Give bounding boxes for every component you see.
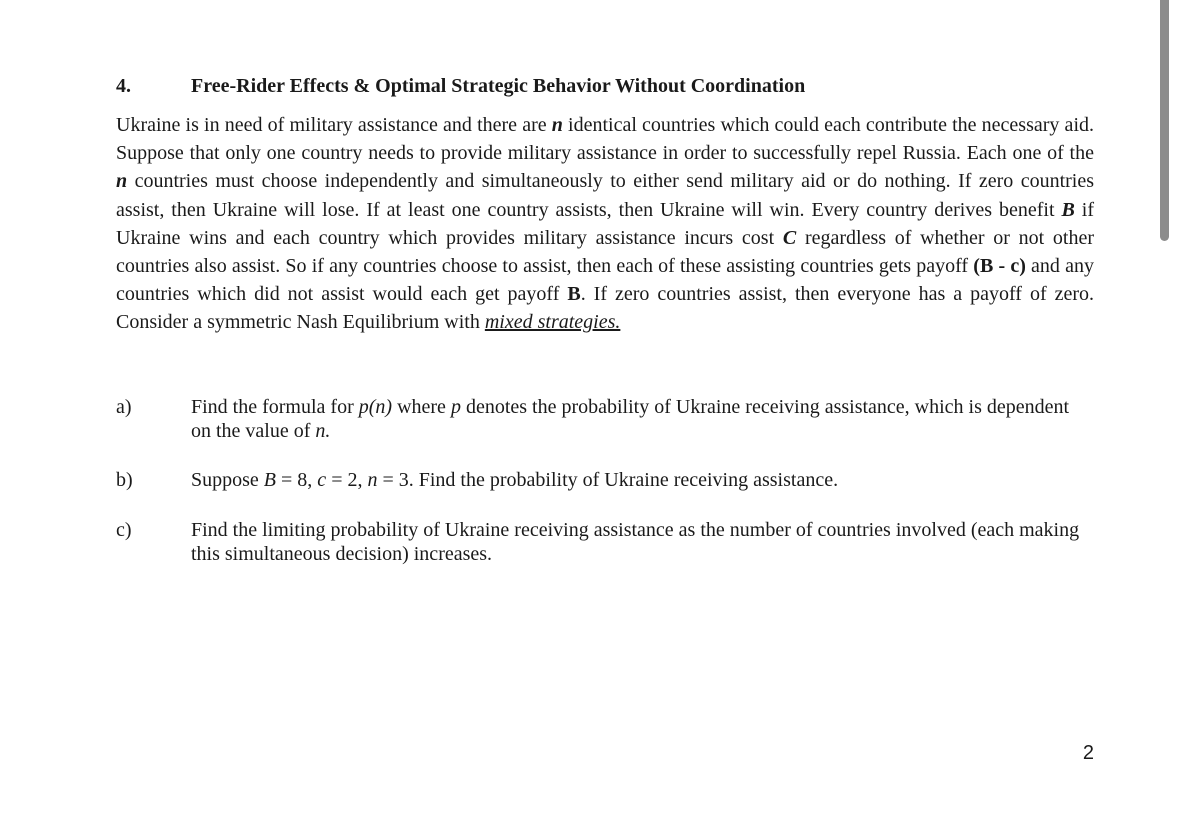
math-B: B [263, 469, 277, 491]
para-text-6: and any countries which did not assist would each get payoff [116, 255, 1094, 306]
part-label: c) [116, 519, 132, 541]
var-n: n [116, 170, 128, 193]
vertical-scrollbar[interactable] [1160, 0, 1169, 241]
var-n: n [551, 114, 563, 136]
part-text: Find the limiting probability of Ukraine receiving assistance as the number of countries involved (each making this simultaneous decision) increases. [191, 519, 1080, 565]
math-pn: p(n) [358, 396, 393, 418]
text-run: = 3. Find the probability of Ukraine receiving assistance. [377, 469, 839, 491]
payoff-expression: (B - c) [973, 255, 1026, 278]
para-text-3: countries must choose independently and simultaneously to either send military aid or do nothing. If zero countries assist, then Ukraine will lose. If at least one country assists, then Ukraine will win. Every country derives benefit [116, 170, 1094, 221]
math-p: p [450, 396, 461, 418]
math-c: c [317, 469, 327, 491]
para-text-7: . If zero countries assist, then everyone has a payoff of zero. Consider a symmetric Nash Equilibrium with [116, 283, 1094, 334]
part-label: b) [116, 469, 133, 491]
text-run: Find the formula for [191, 396, 359, 418]
var-cost: C [782, 226, 797, 249]
para-text-2: identical countries which could each contribute the necessary aid. Suppose that only one country needs to provide military assistance in order to successfully repel Russia. Each one of the [116, 114, 1094, 165]
text-run: denotes the probability of Ukraine receiving assistance, which is dependent on the value of [191, 396, 1070, 442]
page-number: 2 [1082, 742, 1094, 764]
part-label: a) [116, 396, 132, 418]
para-text-1: Ukraine is in need of military assistance and there are [116, 114, 552, 136]
text-run: = 2, [326, 469, 368, 491]
var-benefit: B [567, 283, 581, 306]
text-run: Suppose [191, 469, 264, 491]
text-run: = 8, [276, 469, 318, 491]
math-n: n. [315, 420, 331, 442]
mixed-strategies-link[interactable]: mixed strategies. [484, 311, 621, 334]
var-benefit: B [1061, 198, 1075, 221]
para-text-5: regardless of whether or not other countries also assist. So if any countries choose to assist, then each of these assisting countries gets payoff [116, 226, 1095, 278]
problem-statement [116, 111, 1094, 337]
part-text [191, 468, 1091, 492]
text-run: where [392, 396, 451, 418]
question-title: Free-Rider Effects & Optimal Strategic Behavior Without Coordination [191, 75, 806, 97]
question-number: 4. [116, 75, 131, 97]
math-n: n [367, 469, 378, 491]
para-text-4: if Ukraine wins and each country which provides military assistance incurs cost [116, 198, 1094, 249]
part-text [191, 395, 1091, 443]
